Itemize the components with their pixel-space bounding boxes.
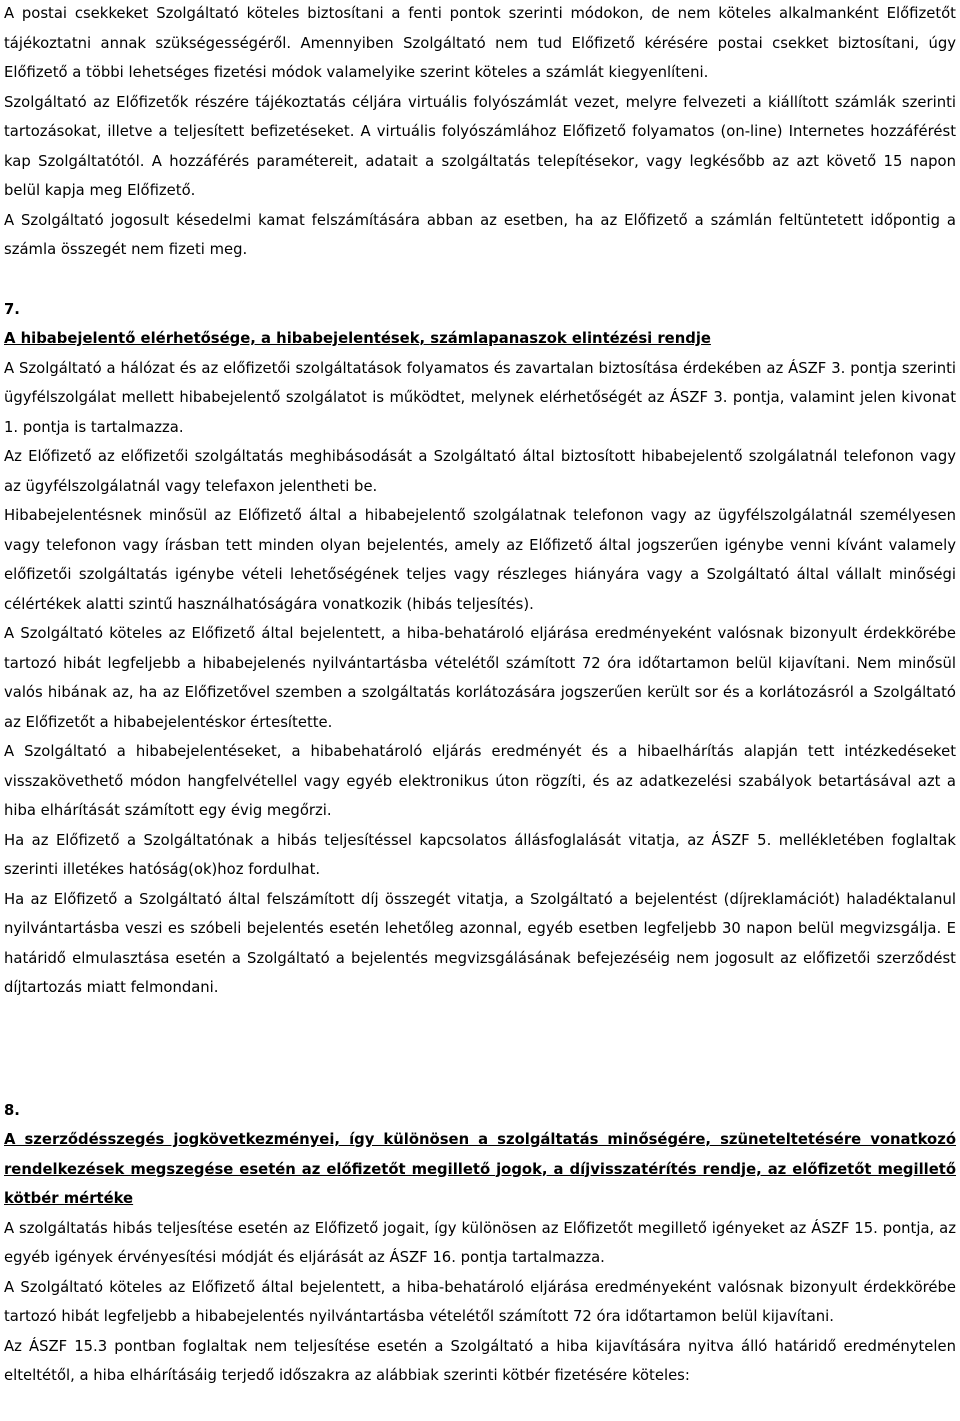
section-7-paragraph: Ha az Előfizető a Szolgáltatónak a hibás teljesítéssel kapcsolatos állásfoglalását vitatja, az ÁSZF 5. mellékletében foglaltak szerinti illetékes hatóság(ok)hoz fordulhat. bbox=[4, 831, 956, 878]
paragraph-postal-cheques: A postai csekkeket Szolgáltató köteles biztosítani a fenti pontok szerinti módokon, de nem köteles alkalmanként Előfizetőt tájékoztatni annak szükségességéről. Amennyiben Szolgáltató nem tud Előfizető kérésére postai csekket biztosítani, úgy Előfizető a többi lehetséges fizetési módok valamelyike szerint köteles a számlát kiegyenlíteni. bbox=[4, 5, 956, 81]
section-8-number: 8. bbox=[4, 1101, 20, 1119]
section-7-paragraph: Ha az Előfizető a Szolgáltató által felszámított díj összegét vitatja, a Szolgáltató a bejelentést (díjreklamációt) haladéktalanul nyilvántartásba veszi es szóbeli bejelentés esetén lehetőleg azonnal, egyéb esetben legfeljebb 30 napon belül megvizsgálja. E határidő elmulasztása esetén a Szolgáltató a bejelentés megvizsgálásának befejezéséig nem jogosult az előfizetői szerződést díjtartozás miatt felmondani. bbox=[4, 890, 956, 996]
paragraph-virtual-account: Szolgáltató az Előfizetők részére tájékoztatás céljára virtuális folyószámlát vezet, melyre felvezeti a kiállított számlák szerinti tartozásokat, illetve a teljesített befizetéseket. A virtuális folyószámlához Előfizető folyamatos (on-line) Internetes hozzáférést kap Szolgáltatótól. A hozzáférés paramétereit, adatait a szolgáltatás telepítésekor, vagy legkésőbb az azt követő 15 napon belül kapja meg Előfizető. bbox=[4, 93, 956, 199]
section-8-paragraph: A szolgáltatás hibás teljesítése esetén az Előfizető jogait, így különösen az Előfizetőt megillető igényeket az ÁSZF 15. pontja, az egyéb igények érvényesítési módját és eljárását az ÁSZF 16. pontja tartalmazza. bbox=[4, 1219, 956, 1266]
section-8-heading: A szerződésszegés jogkövetkezményei, így különösen a szolgáltatás minőségére, szüneteltetésére vonatkozó rendelkezések megszegése esetén az előfizetőt megillető jogok, a díjvisszatérítés rendje, az előfizetőt megillető kötbér mértéke bbox=[4, 1131, 956, 1207]
spacer bbox=[4, 265, 956, 295]
section-8 bbox=[4, 1096, 956, 1391]
section-8-paragraph: A Szolgáltató köteles az Előfizető által bejelentett, a hiba-behatároló eljárása eredményeként valósnak bizonyult érdekkörébe tartozó hibát legfeljebb a hibabejelentés nyilvántartásba vételétől számított 72 óra időtartamon belül kijavítani. bbox=[4, 1278, 956, 1325]
section-7-paragraph: A Szolgáltató a hibabejelentéseket, a hibabehatároló eljárás eredményét és a hibaelhárítás alapján tett intézkedéseket visszakövethető módon hangfelvétellel vagy egyéb elektronikus úton rögzíti, és az adatkezelési szabályok betartásával azt a hiba elhárítását számított egy évig megőrzi. bbox=[4, 743, 956, 819]
section-7-heading: A hibabejelentő elérhetősége, a hibabejelentések, számlapanaszok elintézési rendje bbox=[4, 330, 711, 347]
spacer bbox=[4, 1003, 956, 1096]
section-7-paragraph: Hibabejelentésnek minősül az Előfizető által a hibabejelentő szolgálatnak telefonon vagy az ügyfélszolgálatnál személyesen vagy telefonon vagy írásban tett minden olyan bejelentés, amely az Előfizető által jogszerűen igénybe venni kívánt valamely előfizetői szolgáltatás igénybe vételi lehetőségének teljes vagy részleges hiányára vagy a Szolgáltató által vállalt minőségi célértékek alatti szintű használhatóságára vonatkozik (hibás teljesítés). bbox=[4, 507, 956, 613]
section-7-paragraph: A Szolgáltató köteles az Előfizető által bejelentett, a hiba-behatároló eljárása eredményeként valósnak bizonyult érdekkörébe tartozó hibát legfeljebb a hibabejelenés nyilvántartásba vételétől számított 72 óra időtartamon belül kijavítani. Nem minősül valós hibának az, ha az Előfizetővel szemben a szolgáltatás korlátozására jogszerűen került sor és a korlátozásról a Szolgáltató az Előfizetőt a hibabejelentéskor értesítette. bbox=[4, 625, 956, 731]
section-7 bbox=[4, 295, 956, 1003]
section-7-paragraph: Az Előfizető az előfizetői szolgáltatás meghibásodását a Szolgáltató által biztosított hibabejelentő szolgálatnál telefonon vagy az ügyfélszolgálatnál vagy telefaxon jelentheti be. bbox=[4, 448, 956, 495]
section-7-number: 7. bbox=[4, 300, 20, 318]
paragraph-late-interest: A Szolgáltató jogosult késedelmi kamat felszámítására abban az esetben, ha az Előfizető a számlán feltüntetett időpontig a számla összegét nem fizeti meg. bbox=[4, 211, 956, 258]
section-8-paragraph: Az ÁSZF 15.3 pontban foglaltak nem teljesítése esetén a Szolgáltató a hiba kijavítására nyitva álló határidő eredménytelen elteltétől, a hiba elhárításáig terjedő időszakra az alábbiak szerinti kötbér fizetésére köteles: bbox=[4, 1337, 956, 1384]
section-7-paragraph: A Szolgáltató a hálózat és az előfizetői szolgáltatások folyamatos és zavartalan biztosítása érdekében az ÁSZF 3. pontja szerinti ügyfélszolgálat mellett hibabejelentő szolgálatot is működtet, melynek elérhetőségét az ÁSZF 3. pontja, valamint jelen kivonat 1. pontja is tartalmazza. bbox=[4, 359, 956, 436]
payment-paragraphs bbox=[4, 0, 956, 265]
